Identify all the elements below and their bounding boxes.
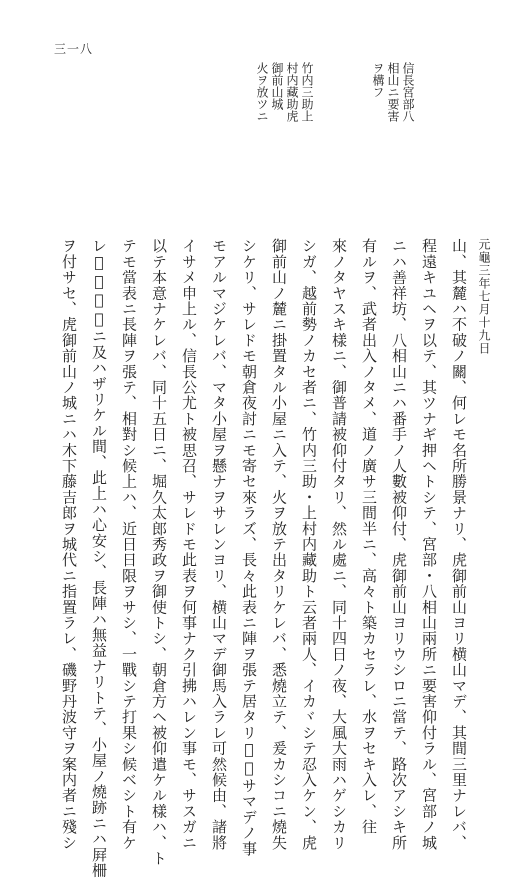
body-column-11: 以テ本意ナケレバ、同十五日ニ、堀久太郎秀政ヲ御使トシ、朝倉方ヘ被仰遣ケル樣ハ、ト [150, 238, 168, 866]
body-column-8: シケリ、サレドモ朝倉夜討ニモ寄セ來ラズ、長々此表ニ陣ヲ張テ居タリ𪜈、サマデノ事 [240, 238, 258, 857]
body-column-13: レ𪜈、反答ニ及ハザリケル間、此上ハ心安シ、長陣ハ無益ナリトテ、小屋ノ燒跡ニハ屛柵 [90, 238, 108, 878]
body-column-4: 有ルヲ、武者出入ノタメ、道ノ廣サ三間半ニ、高々ト築カセラレ、水ヲセキ入レ、往 [360, 238, 378, 835]
page-number: 三一八 [54, 42, 94, 56]
margin-note-6: 御前山城 [270, 62, 284, 110]
body-column-1: 山、其麓ハ不破ノ關、何レモ名所勝景ナリ、虎御前山ヨリ横山マデ、其間三里ナレバ、 [450, 238, 468, 851]
margin-note-2: 相山ニ要害 [386, 62, 400, 122]
margin-note-3: ヲ構フ [371, 62, 385, 98]
margin-note-1: 信長宮部八 [401, 62, 415, 122]
body-column-6: シガ、越前勢ノカセ者ニ、竹内三助・上村内藏助ト云者兩人、イカヾシテ忍入ケン、虎 [300, 238, 318, 851]
body-column-3: ニハ善祥坊、八相山ニハ番手ノ人數被仰付、虎御前山ヨリウシロニ當テ、路次アシキ所 [390, 238, 408, 851]
body-column-10: イサメ申上ル、信長公尤ト被思召、サレドモ此表ヲ何事ナク引拂ハレン事モ、サスガニ [180, 238, 198, 851]
body-column-2: 程遠キユヘヲ以テ、其ツナギ押ヘトシテ、宮部・八相山兩所ニ要害仰付ラル、宮部ノ城 [420, 238, 438, 851]
body-column-7: 御前山ノ麓ニ掛置タル小屋ニ入テ、火ヲ放テ出タリケレバ、悉燒立テ、爰カシコニ燒失 [270, 238, 288, 851]
body-column-9: モアルマジケレバ、マタ小屋ヲ懸ナヲサレンヨリ、横山マデ御馬入ラレ可然候由、諸將 [210, 238, 228, 851]
page-header-date: 元龜三年七月十九日 [477, 238, 491, 355]
margin-note-5: 村内藏助虎 [285, 62, 299, 122]
margin-note-4: 竹内三助上 [300, 62, 314, 122]
body-column-5: 來ノタヤスキ樣ニ、御普請被仰付タリ、然ル處ニ、同十四日ノ夜、大風大雨ハゲシカリ [330, 238, 348, 851]
margin-note-7: 火ヲ放ツニ [255, 62, 269, 122]
body-column-12: テモ當表ニ長陣ヲ張テ、相對シ候上ハ、近日日限ヲサシ、一戰シテ打果シ候ベシト有ケ [120, 238, 138, 851]
body-column-14: ヲ付サセ、虎御前山ノ城ニハ木下藤吉郎ヲ城代ニ指置ラレ、磯野丹波守ヲ案内者ニ殘シ [60, 238, 78, 851]
